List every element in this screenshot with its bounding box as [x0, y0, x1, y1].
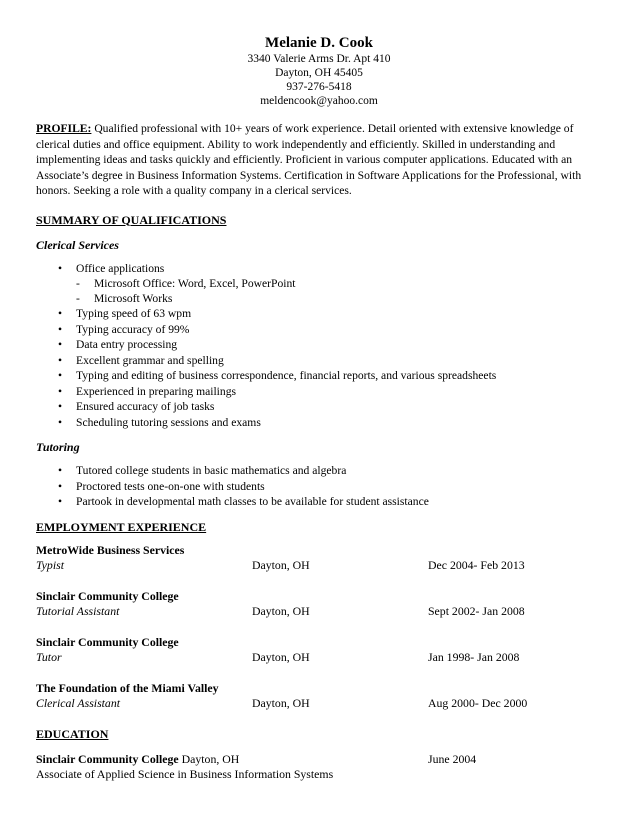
job-entry	[36, 681, 602, 711]
tutoring-heading: Tutoring	[36, 440, 80, 454]
bullet-icon: •	[58, 479, 63, 493]
bullet-icon: •	[58, 400, 63, 413]
degree: Associate of Applied Science in Business Information Systems	[36, 766, 334, 781]
job-title: Typist	[36, 557, 64, 572]
bullet-icon: •	[58, 384, 63, 398]
school-name: Sinclair Community College	[36, 751, 179, 766]
job-location: Dayton, OH	[252, 603, 310, 618]
employer-name: Sinclair Community College	[36, 588, 179, 603]
tutoring-list	[36, 463, 602, 510]
job-entry	[36, 635, 602, 665]
candidate-name: Melanie D. Cook	[265, 35, 373, 51]
list-item: • Experienced in preparing mailings	[58, 384, 237, 398]
list-item: • Typing speed of 63 wpm	[58, 307, 192, 320]
clerical-list	[36, 261, 602, 277]
list-item: • Scheduling tutoring sessions and exams	[58, 415, 261, 429]
job-dates: Sept 2002- Jan 2008	[428, 603, 525, 618]
bullet-icon: •	[58, 369, 63, 382]
list-item: • Partook in developmental math classes to be available for student assistance	[58, 495, 429, 508]
job-title: Tutor	[36, 649, 62, 664]
job-location: Dayton, OH	[252, 695, 310, 710]
employment-heading: EMPLOYMENT EXPERIENCE	[36, 519, 207, 534]
bullet-icon: •	[58, 464, 63, 477]
bullet-icon: •	[58, 415, 63, 429]
list-item: • Excellent grammar and spelling	[58, 353, 224, 367]
sub-list-item: - Microsoft Office: Word, Excel, PowerPoint	[76, 277, 296, 290]
employer-name: MetroWide Business Services	[36, 542, 185, 557]
employer-name: Sinclair Community College	[36, 634, 179, 649]
list-item: • Office applications	[58, 261, 165, 275]
profile-section	[36, 121, 602, 199]
bullet-icon: •	[58, 261, 63, 275]
clerical-heading: Clerical Services	[36, 237, 119, 252]
sub-list-item: - Microsoft Works	[76, 292, 173, 305]
graduation-date: June 2004	[428, 751, 477, 766]
job-entry	[36, 589, 602, 619]
list-item: • Typing and editing of business correspondence, financial reports, and various spreadsheets	[58, 369, 497, 382]
education-entry	[36, 752, 602, 782]
profile-label: PROFILE:	[36, 122, 92, 135]
bullet-icon: •	[58, 307, 63, 320]
list-item: • Data entry processing	[58, 338, 178, 351]
job-dates: Dec 2004- Feb 2013	[428, 557, 525, 572]
list-item: • Ensured accuracy of job tasks	[58, 400, 215, 413]
summary-heading: SUMMARY OF QUALIFICATIONS	[36, 212, 227, 227]
school-location: Dayton, OH	[181, 751, 240, 766]
bullet-icon: •	[58, 495, 63, 508]
bullet-icon: •	[58, 353, 63, 367]
address-line-1: 3340 Valerie Arms Dr. Apt 410	[247, 53, 391, 65]
job-location: Dayton, OH	[252, 557, 310, 572]
resume-page	[36, 34, 602, 782]
education-heading: EDUCATION	[36, 726, 109, 741]
profile-text: Qualified professional with 10+ years of work experience. Detail oriented with extensive knowledge of clerical duties and office equipment. Ability to work independently and efficiently. Skilled in understanding and implementing ideas and tasks quickly and efficiently. Proficient in various computer applications. Educated with an Associate’s degree in Business Information Systems. Certification in Software Applications for the Professional, with honors. Seeking a role with a quality company in a clerical services.	[36, 122, 582, 197]
email-address: meldencook@yahoo.com	[260, 95, 378, 107]
employer-name: The Foundation of the Miami Valley	[36, 680, 219, 695]
list-item: • Tutored college students in basic mathematics and algebra	[58, 464, 347, 477]
list-item: • Proctored tests one-on-one with students	[58, 479, 265, 493]
job-entry	[36, 543, 602, 573]
job-location: Dayton, OH	[252, 649, 310, 664]
bullet-icon: •	[58, 338, 63, 351]
list-item: • Typing accuracy of 99%	[58, 322, 190, 336]
job-title: Tutorial Assistant	[36, 603, 120, 618]
address-line-2: Dayton, OH 45405	[275, 67, 363, 79]
job-dates: Jan 1998- Jan 2008	[428, 649, 520, 664]
bullet-icon: •	[58, 322, 63, 336]
job-title: Clerical Assistant	[36, 695, 121, 710]
resume-header	[36, 34, 602, 108]
phone-number: 937-276-5418	[286, 81, 352, 93]
job-dates: Aug 2000- Dec 2000	[428, 695, 528, 710]
clerical-list-continued	[36, 306, 602, 430]
